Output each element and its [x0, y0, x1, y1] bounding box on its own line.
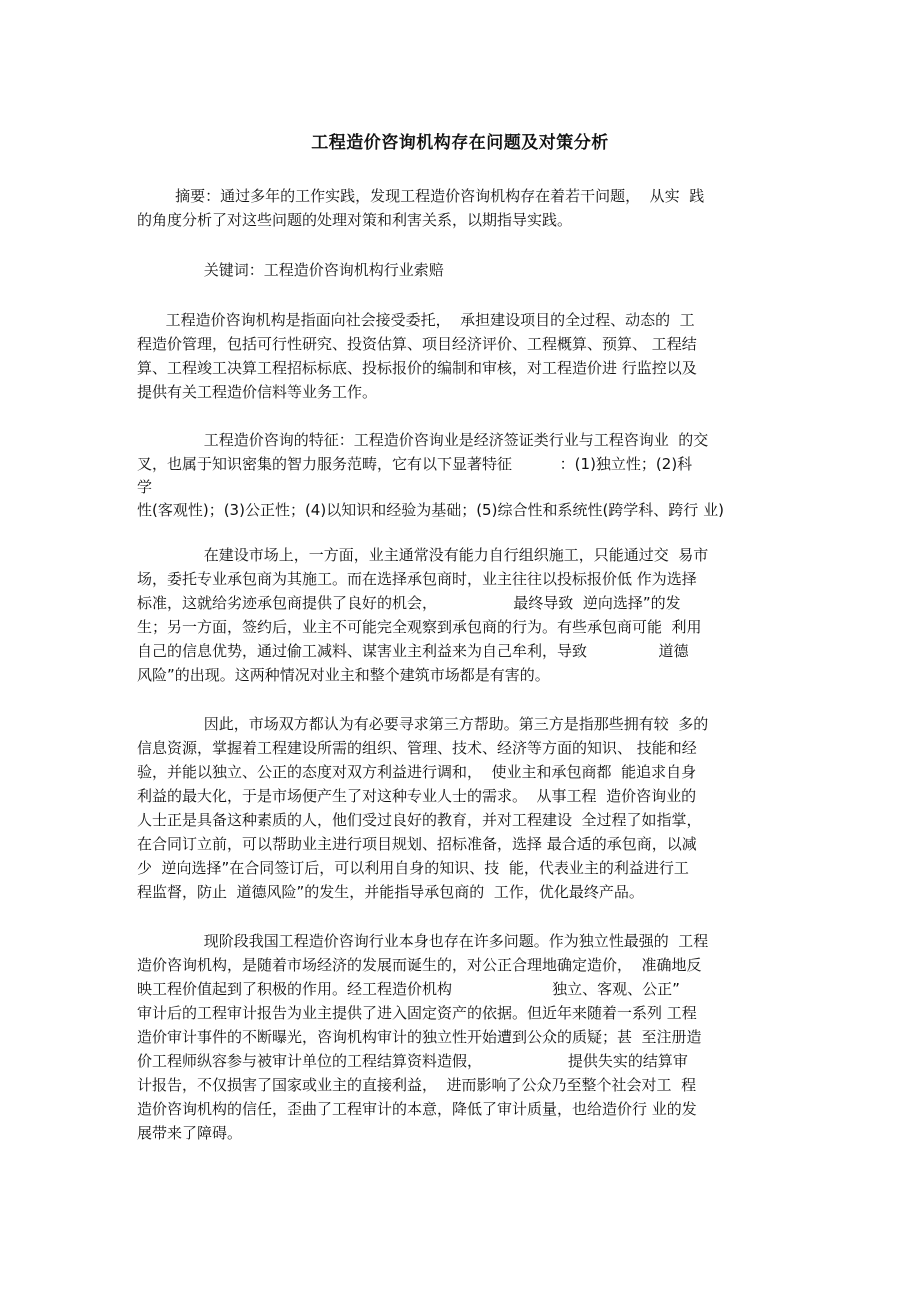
text-line: 计报告，不仅损害了国家或业主的直接利益， 进而影响了公众乃至整个社会对工 程	[137, 1076, 697, 1094]
text-line: 性(客观性)；(3)公正性；(4)以知识和经验为基础；(5)综合性和系统性(跨学科、跨行 业)	[137, 501, 724, 519]
text-line: 程监督，防止 道德风险”的发生，并能指导承包商的 工作，优化最终产品。	[137, 883, 644, 901]
text-line: 利益的最大化，于是市场便产生了对这种专业人士的需求。 从事工程 造价咨询业的	[137, 787, 697, 805]
text-line: 关键词：工程造价咨询机构行业索赔	[137, 261, 444, 279]
text-line: 自己的信息优势，通过偷工减料、谋害业主利益来为自己牟利，导致 道德	[137, 642, 689, 660]
text-line: 映工程价值起到了积极的作用。经工程造价机构 独立、客观、公正”	[137, 980, 680, 998]
text-line: 风险”的出现。这两种情况对业主和整个建筑市场都是有害的。	[137, 666, 550, 684]
text-line: 生；另一方面，签约后，业主不可能完全观察到承包商的行为。有些承包商可能 利用	[137, 618, 702, 636]
body-paragraph-3	[137, 543, 787, 687]
text-line: 学	[137, 478, 153, 496]
text-line: 在建设市场上，一方面，业主通常没有能力自行组织施工，只能通过交 易市	[137, 546, 709, 564]
text-line: 在合同订立前，可以帮助业主进行项目规划、招标准备，选择 最合适的承包商，以减	[137, 835, 697, 853]
text-line: 展带来了障碍。	[137, 1124, 243, 1142]
text-line: 算、工程竣工决算工程招标标底、投标报价的编制和审核，对工程造价进 行监控以及	[137, 359, 697, 377]
text-line: 信息资源，掌握着工程建设所需的组织、管理、技术、经济等方面的知识、 技能和经	[137, 739, 697, 757]
text-line: 工程造价咨询机构是指面向社会接受委托， 承担建设项目的全过程、动态的 工	[137, 311, 695, 329]
body-paragraph-4	[137, 712, 787, 904]
document-title: 工程造价咨询机构存在问题及对策分析	[311, 133, 609, 153]
text-line: 标准，这就给劣迹承包商提供了良好的机会， 最终导致 逆向选择”的发	[137, 594, 681, 612]
text-line: 少 逆向选择”在合同签订后，可以利用自身的知识、技 能，代表业主的利益进行工	[137, 859, 689, 877]
text-line: 摘要：通过多年的工作实践，发现工程造价咨询机构存在着若干问题， 从实 践	[137, 187, 705, 205]
text-line: 造价咨询机构，是随着市场经济的发展而诞生的，对公正合理地确定造价， 准确地反	[137, 956, 702, 974]
body-paragraph-2	[137, 428, 787, 522]
body-paragraph-5	[137, 929, 787, 1145]
text-line: 程造价管理，包括可行性研究、投资估算、项目经济评价、工程概算、预算、 工程结	[137, 335, 697, 353]
text-line: 造价咨询机构的信任，歪曲了工程审计的本意，降低了审计质量，也给造价行 业的发	[137, 1100, 697, 1118]
text-line: 因此，市场双方都认为有必要寻求第三方帮助。第三方是指那些拥有较 多的	[137, 715, 709, 733]
text-line: 验，并能以独立、公正的态度对双方利益进行调和， 使业主和承包商都 能追求自身	[137, 763, 697, 781]
text-line: 审计后的工程审计报告为业主提供了进入固定资产的依据。但近年来随着一系列 工程	[137, 1004, 697, 1022]
text-line: 叉，也属于知识密集的智力服务范畴，它有以下显著特征 ：(1)独立性；(2)科	[137, 455, 693, 473]
abstract-paragraph	[137, 184, 787, 232]
text-line: 的角度分析了对这些问题的处理对策和利害关系，以期指导实践。	[137, 211, 573, 229]
text-line: 造价审计事件的不断曝光，咨询机构审计的独立性开始遭到公众的质疑；甚 至注册造	[137, 1028, 702, 1046]
text-line: 价工程师纵容参与被审计单位的工程结算资料造假， 提供失实的结算审	[137, 1052, 688, 1070]
text-line: 提供有关工程造价信料等业务工作。	[137, 383, 378, 401]
text-line: 场，委托专业承包商为其施工。而在选择承包商时，业主往往以投标报价低 作为选择	[137, 570, 697, 588]
text-line: 工程造价咨询的特征：工程造价咨询业是经济签证类行业与工程咨询业 的交	[137, 431, 709, 449]
body-paragraph-1	[137, 308, 787, 404]
keywords-line	[137, 258, 787, 282]
text-line: 人士正是具备这种素质的人，他们受过良好的教育，并对工程建设 全过程了如指掌，	[137, 811, 702, 829]
text-line: 现阶段我国工程造价咨询行业本身也存在许多问题。作为独立性最强的 工程	[137, 932, 709, 950]
